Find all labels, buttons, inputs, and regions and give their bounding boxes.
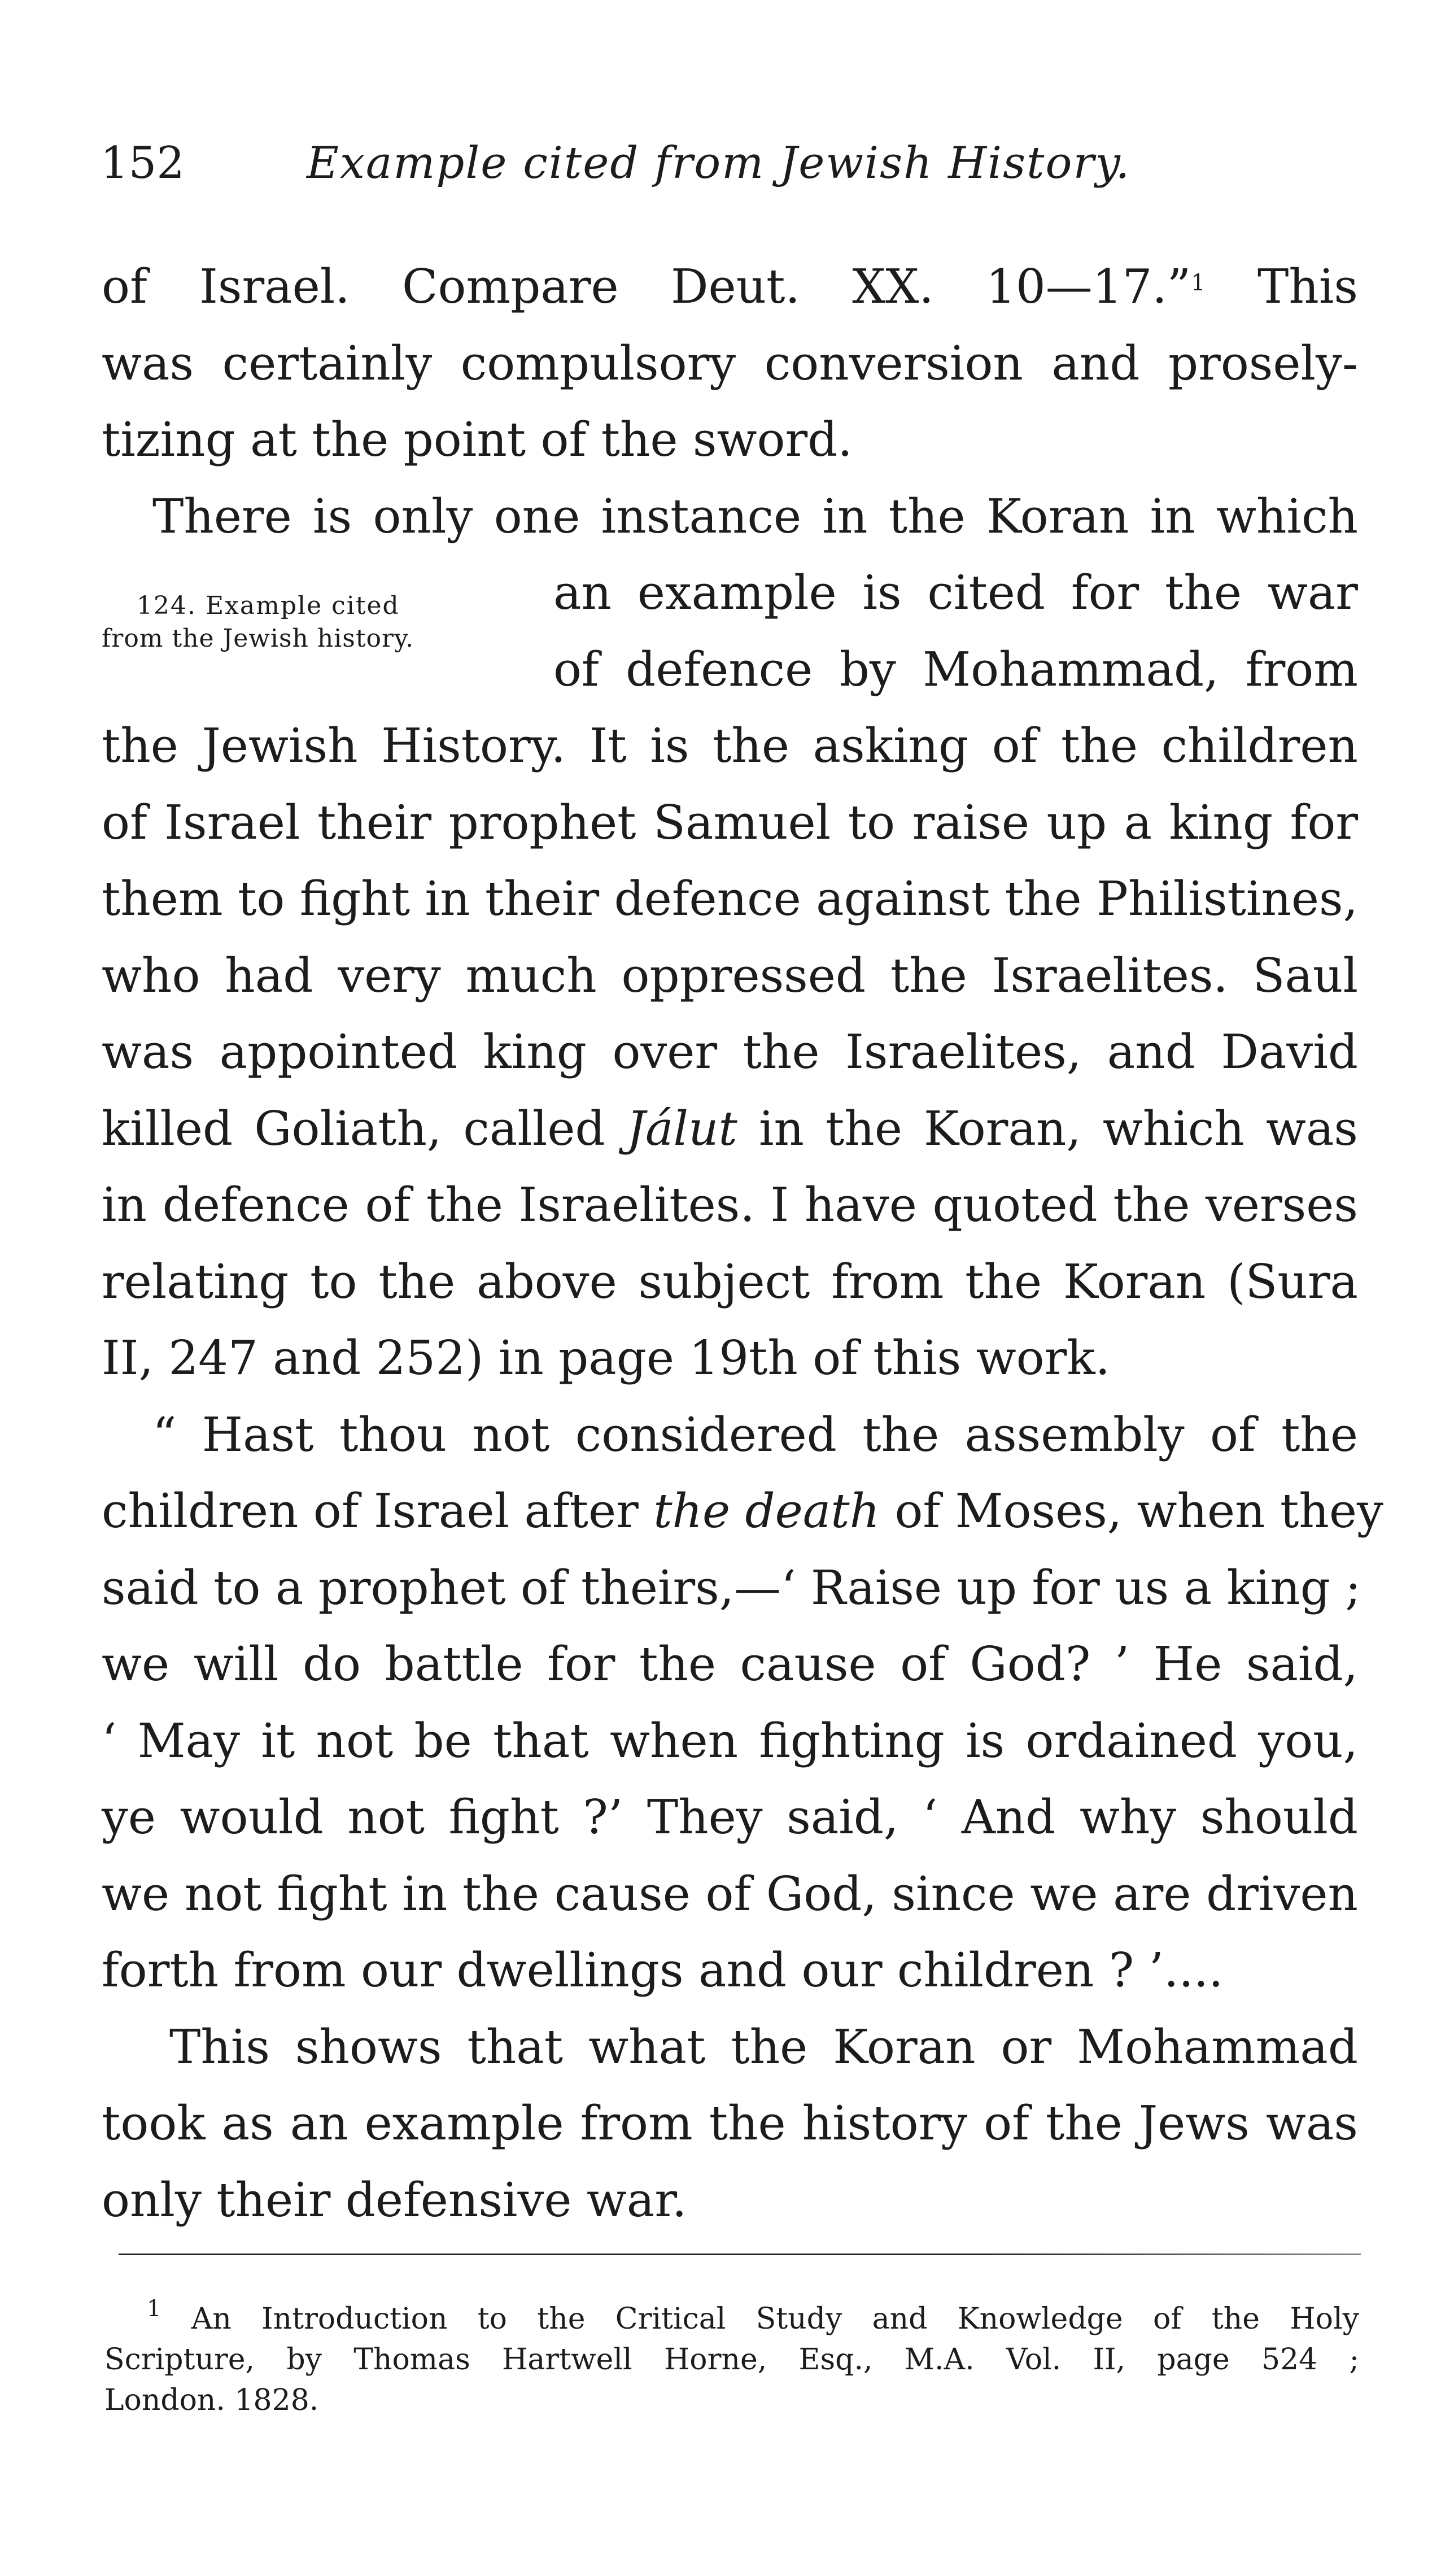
text-line: took as an example from the history of the Jews was [102, 2096, 1358, 2151]
text-line: we not fight in the cause of God, since we are driven [102, 1866, 1358, 1921]
text-line: ye would not fight ?’ They said, ‘ And why should [102, 1790, 1358, 1845]
paragraph-koran-instance [102, 478, 1358, 1397]
italic-phrase: the death [653, 1484, 880, 1538]
footnote-marker: 1 [147, 2296, 161, 2322]
sidenote-block [102, 555, 1358, 708]
text-line: said to a prophet of theirs,—‘ Raise up for us a king ; [102, 1560, 1361, 1615]
page-number: 152 [101, 138, 185, 189]
text-line: II, 247 and 252) in page 19th of this work. [102, 1331, 1110, 1385]
text-line: only their defensive war. [102, 2172, 687, 2228]
italic-term: Jálut [626, 1101, 737, 1156]
text-line: who had very much oppressed the Israelites. Saul [102, 948, 1358, 1003]
sidenote-line: from the Jewish history. [102, 624, 414, 653]
footnote-line: $^1$ An Introduction to the Critical Study and Knowledge of the Holy [147, 2296, 1360, 2336]
footnote-divider [119, 2254, 1361, 2255]
text-line: There is only one instance in the Koran in which [152, 489, 1358, 544]
text-line: This shows that what the Koran or Mohammad [169, 2019, 1358, 2074]
footnote [104, 2296, 1360, 2421]
text-line: of defence by Mohammad, from [553, 642, 1358, 697]
margin-sidenote [102, 590, 548, 655]
body-text [102, 249, 1383, 2238]
text-line: was appointed king over the Israelites, and David [102, 1025, 1358, 1079]
paragraph-conclusion [102, 2009, 1358, 2239]
text-line: of Israel. Compare Deut. XX. 10—17.”$^1$ This [102, 259, 1358, 314]
text-line: “ Hast thou not considered the assembly of the [152, 1407, 1358, 1462]
text-line: forth from our dwellings and our children ? ’.... [102, 1943, 1224, 1998]
text-line: in defence of the Israelites. I have quoted the verses [102, 1178, 1358, 1232]
text-line: killed Goliath, called Jálut in the Koran, which was [102, 1101, 1358, 1156]
text-line: of Israel their prophet Samuel to raise up a king for [102, 795, 1358, 850]
text-line: relating to the above subject from the Koran (Sura [102, 1254, 1358, 1309]
sidenote-adjacent-text [553, 555, 1358, 708]
footnote-line: Scripture, by Thomas Hartwell Horne, Esq., M.A. Vol. II, page 524 ; [104, 2343, 1359, 2377]
footnote-marker: 1 [1191, 270, 1206, 296]
running-title: Example cited from Jewish History. [307, 138, 1131, 189]
footnote-line: London. 1828. [104, 2383, 319, 2417]
text-line: an example is cited for the war [553, 565, 1358, 620]
paragraph-continuation [102, 249, 1358, 478]
text-line: ‘ May it not be that when fighting is ordained you, [102, 1713, 1358, 1768]
text-line: the Jewish History. It is the asking of the children [102, 718, 1358, 773]
sidenote-line: 124. Example cited [137, 591, 400, 620]
text-line: them to fight in their defence against the Philistines, [102, 871, 1358, 926]
text-line: we will do battle for the cause of God? ’ He said, [102, 1637, 1358, 1692]
text-line: children of Israel after the death of Moses, when they [102, 1484, 1383, 1538]
text-line: tizing at the point of the sword. [102, 412, 853, 467]
quotation [102, 1397, 1383, 2009]
text-line: was certainly compulsory conversion and prosely- [102, 335, 1358, 391]
